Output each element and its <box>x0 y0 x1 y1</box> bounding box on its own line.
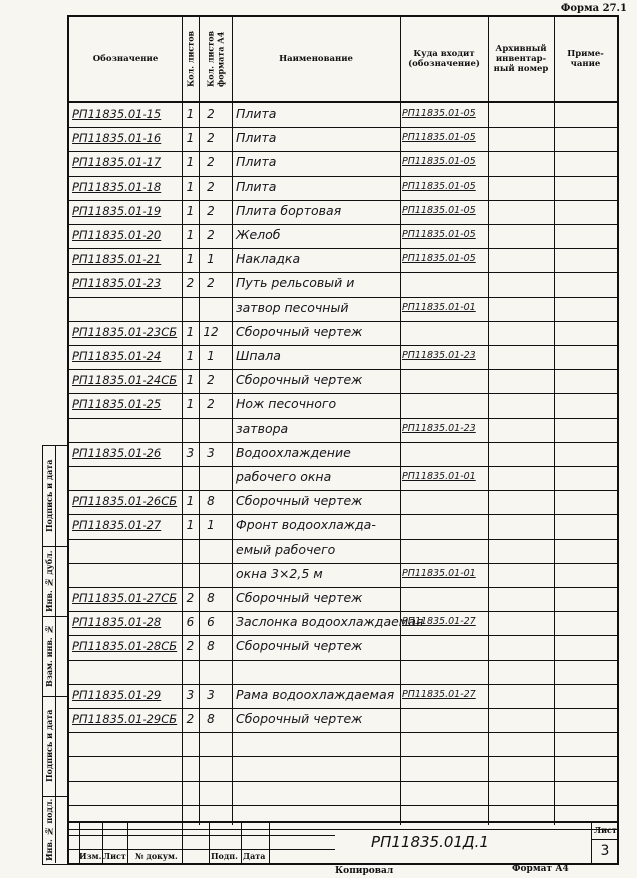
cell-designation: РП11835.01-19 <box>72 203 162 218</box>
form-label: Форма 27.1 <box>560 3 627 14</box>
header-name: Наименование <box>279 54 353 64</box>
cell-name: Шпала <box>236 348 281 363</box>
title-col-sheet: Лист <box>103 851 126 861</box>
cell-designation: РП11835.01-20 <box>72 228 162 242</box>
cell-count: 2 <box>186 712 195 726</box>
cell-name: Плита <box>236 154 277 170</box>
cell-a4: 8 <box>207 712 215 726</box>
cell-name: затвор песочный <box>236 299 349 315</box>
row-divider <box>69 732 617 733</box>
cell-count: 1 <box>186 107 195 121</box>
cell-designation: РП11835.01-28СБ <box>72 639 178 654</box>
cell-where-used: РП11835.01-05 <box>402 132 476 144</box>
cell-where-used: РП11835.01-23 <box>402 422 476 434</box>
strip-line <box>55 446 56 863</box>
cell-name: Фронт водоохлажда- <box>236 517 376 533</box>
cell-count: 1 <box>186 494 195 509</box>
cell-name: Сборочный чертеж <box>236 372 363 388</box>
side-label-dup-inv: Инв. № дубл. <box>44 550 54 612</box>
cell-name: Сборочный чертеж <box>236 638 363 654</box>
sheet-number: 3 <box>600 843 610 859</box>
cell-designation: РП11835.01-16 <box>72 131 162 146</box>
cell-count: 2 <box>186 591 195 605</box>
title-block-line <box>127 821 128 863</box>
cell-name: Сборочный чертеж <box>236 493 363 509</box>
cell-name: Рама водоохлаждаемая <box>236 686 395 702</box>
cell-name: Плита <box>236 130 277 146</box>
title-col-signature: Подп. <box>211 851 238 861</box>
cell-where-used: РП11835.01-05 <box>402 180 476 192</box>
cell-a4: 2 <box>207 276 215 291</box>
cell-designation: РП11835.01-25 <box>72 397 162 412</box>
cell-count: 1 <box>186 252 195 267</box>
cell-count: 1 <box>186 373 195 388</box>
title-col-doc: № докум. <box>135 851 178 861</box>
row-divider <box>69 805 617 806</box>
document-number: РП11835.01Д.1 <box>371 833 489 851</box>
cell-a4: 2 <box>207 373 215 388</box>
title-col-date: Дата <box>243 851 266 861</box>
cell-designation: РП11835.01-17 <box>72 155 162 170</box>
cell-where-used: РП11835.01-05 <box>402 204 476 216</box>
cell-designation: РП11835.01-26 <box>72 445 162 460</box>
header-note: Приме- чание <box>567 49 604 69</box>
cell-name: Сборочный чертеж <box>236 323 363 339</box>
cell-designation: РП11835.01-23СБ <box>72 324 178 339</box>
cell-a4: 2 <box>207 397 215 412</box>
title-col-change: Изм. <box>79 851 102 861</box>
header-designation: Обозначение <box>92 54 159 64</box>
cell-count: 1 <box>186 324 195 339</box>
cell-designation: РП11835.01-23 <box>72 276 162 291</box>
title-block <box>69 821 617 863</box>
cell-a4: 1 <box>207 518 215 533</box>
cell-where-used: РП11835.01-05 <box>402 108 476 119</box>
side-label-signature-date-2: Подпись и дата <box>44 709 54 783</box>
cell-count: 2 <box>186 639 195 654</box>
cell-count: 3 <box>186 687 195 702</box>
cell-a4: 2 <box>207 228 215 242</box>
header-archive: Архивный инвентар- ный номер <box>493 44 549 74</box>
cell-a4: 2 <box>207 131 215 146</box>
cell-count: 1 <box>186 397 195 412</box>
cell-where-used: РП11835.01-27 <box>402 688 476 700</box>
cell-designation: РП11835.01-24 <box>72 349 162 363</box>
cell-designation: РП11835.01-27 <box>72 518 162 533</box>
cell-designation: РП11835.01-21 <box>72 252 162 267</box>
cell-count: 1 <box>186 349 195 363</box>
cell-name: Заслонка водоохлаждаемая <box>236 614 424 630</box>
cell-a4: 8 <box>207 639 215 654</box>
cell-count: 1 <box>186 155 195 170</box>
footer-copied: Копировал <box>335 866 394 876</box>
cell-name: Путь рельсовый и <box>236 275 355 291</box>
cell-designation: РП11835.01-24СБ <box>72 373 178 388</box>
cell-designation: РП11835.01-28 <box>72 615 162 630</box>
grid-line <box>400 17 401 825</box>
cell-count: 1 <box>186 179 195 194</box>
row-divider <box>69 660 617 661</box>
cell-name: затвора <box>236 420 289 436</box>
cell-a4: 8 <box>207 494 215 509</box>
side-label-signature-date: Подпись и дата <box>44 459 54 533</box>
header-sheets-count: Кол. листов <box>185 30 196 88</box>
cell-a4: 3 <box>207 687 215 702</box>
cell-designation: РП11835.01-15 <box>72 107 162 121</box>
cell-designation: РП11835.01-26СБ <box>72 494 178 509</box>
cell-a4: 6 <box>207 615 215 630</box>
grid-line <box>488 17 489 825</box>
cell-a4: 1 <box>207 252 215 267</box>
cell-a4: 8 <box>207 591 215 605</box>
side-label-orig-inv: Инв. № подл. <box>44 798 54 861</box>
cell-designation: РП11835.01-27СБ <box>72 591 178 605</box>
cell-designation: РП11835.01-29СБ <box>72 712 178 726</box>
cell-a4: 1 <box>207 349 215 363</box>
cell-name: рабочего окна <box>236 469 332 484</box>
specification-sheet <box>67 15 619 865</box>
grid-line <box>554 17 555 825</box>
header-where-used: Куда входит (обозначение) <box>408 49 480 69</box>
cell-count: 1 <box>186 131 195 146</box>
grid-line <box>232 17 233 825</box>
cell-where-used: РП11835.01-05 <box>402 156 476 168</box>
cell-a4: 2 <box>207 155 215 170</box>
cell-a4: 12 <box>203 324 219 339</box>
cell-name: окна 3×2,5 м <box>236 565 323 581</box>
cell-name: Желоб <box>236 227 281 242</box>
cell-name: Водоохлаждение <box>236 444 351 460</box>
cell-count: 1 <box>186 228 195 242</box>
cell-name: емый рабочего <box>236 541 336 557</box>
cell-count: 1 <box>186 203 195 218</box>
cell-a4: 2 <box>207 179 215 194</box>
cell-designation: РП11835.01-18 <box>72 179 162 194</box>
cell-where-used: РП11835.01-01 <box>402 567 476 579</box>
cell-name: Плита бортовая <box>236 202 342 218</box>
cell-a4: 2 <box>207 203 215 218</box>
cell-where-used: РП11835.01-05 <box>402 253 476 265</box>
title-block-line <box>182 821 183 863</box>
title-block-line <box>209 821 210 863</box>
title-block-line <box>241 821 242 863</box>
cell-designation: РП11835.01-29 <box>72 687 162 702</box>
cell-where-used: РП11835.01-01 <box>402 301 476 313</box>
cell-where-used: РП11835.01-05 <box>402 229 476 240</box>
cell-name: Плита <box>236 178 277 194</box>
row-divider <box>69 781 617 782</box>
footer-format: Формат А4 <box>512 864 569 874</box>
cell-name: Накладка <box>236 251 301 267</box>
cell-a4: 2 <box>207 107 215 121</box>
cell-where-used: РП11835.01-27 <box>402 616 476 628</box>
cell-count: 1 <box>186 518 195 533</box>
cell-name: Сборочный чертеж <box>236 711 363 726</box>
side-label-replace-inv: Взам. инв. № <box>44 624 54 688</box>
cell-count: 6 <box>186 615 195 630</box>
row-divider <box>69 756 617 757</box>
sheet-label: Лист <box>594 825 617 835</box>
cell-count: 3 <box>186 445 195 460</box>
cell-where-used: РП11835.01-01 <box>402 471 476 482</box>
cell-name: Плита <box>236 106 277 121</box>
header-a4-sheets: Кол. листов формата А4 <box>205 30 226 88</box>
cell-name: Нож песочного <box>236 396 337 412</box>
cell-name: Сборочный чертеж <box>236 590 363 605</box>
cell-a4: 3 <box>207 445 215 460</box>
binding-strip <box>42 445 68 865</box>
cell-where-used: РП11835.01-23 <box>402 350 476 361</box>
cell-count: 2 <box>186 276 195 291</box>
